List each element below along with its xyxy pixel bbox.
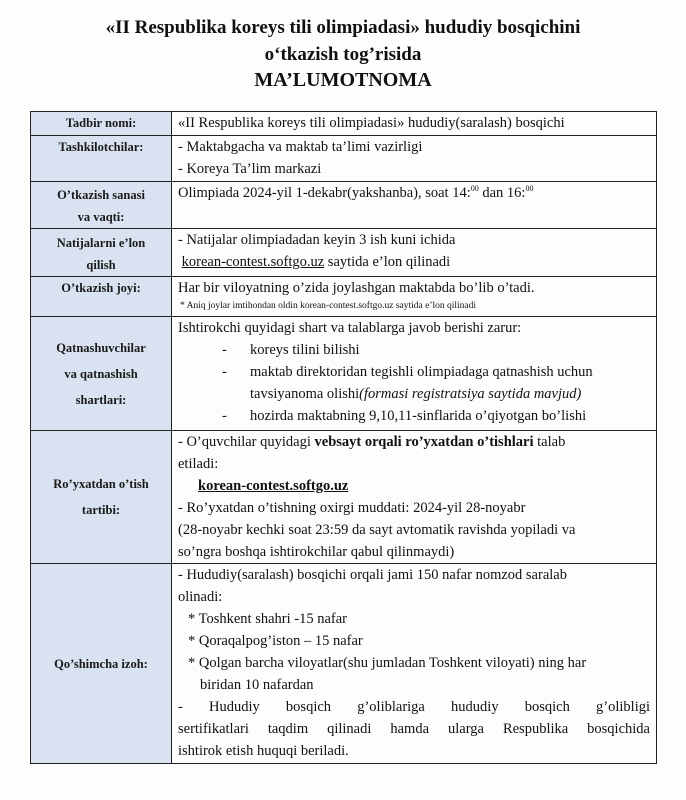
value-registration	[172, 431, 657, 564]
label-text: Ro’yxatdan o’tish	[53, 477, 149, 491]
notes-text: - Hududiy(saralash) bosqichi orqali jami 150 nafar nomzod saralab	[178, 567, 567, 583]
registration-website-link[interactable]: korean-contest.softgo.uz	[198, 478, 349, 494]
label-text: Qatnashuvchilar	[56, 340, 146, 355]
notes-text: - Hududiy bosqich g’oliblariga hududiy bosqich g’olibligi	[178, 699, 650, 715]
value-additional-notes	[172, 564, 657, 764]
label-organizers	[31, 136, 172, 182]
value-event-name: «II Respublika koreys tili olimpiadasi» hududiy(saralash) bosqichi	[172, 112, 657, 136]
notes-text: olinadi:	[178, 589, 223, 605]
table-row-results	[31, 229, 657, 277]
results-text: saytida e’lon qilinadi	[324, 254, 451, 270]
registration-text-bold: vebsayt orqali ro’yxatdan o’tishlari	[314, 434, 534, 450]
label-venue	[31, 277, 172, 317]
registration-text: etiladi:	[178, 456, 219, 472]
label-text: Tadbir nomi:	[65, 116, 137, 130]
registration-text-part: - O’quvchilar quyidagi	[178, 434, 315, 450]
venue-text: Har bir viloyatning o’zida joylashgan maktabda bo’lib o’tadi.	[178, 280, 535, 296]
list-dash: -	[222, 342, 227, 358]
registration-note: so’ngra boshqa ishtirokchilar qabul qilinmaydi)	[178, 544, 455, 560]
results-link-line	[178, 251, 650, 273]
value-participants	[172, 317, 657, 431]
list-dash: -	[222, 408, 227, 424]
date-text: dan 16:	[478, 185, 526, 201]
label-text: Natijalarni e’lon	[56, 236, 146, 250]
label-text: O’tkazish joyi:	[61, 281, 141, 295]
list-dash: -	[222, 364, 227, 380]
quota-item-continuation: biridan 10 nafardan	[200, 677, 314, 693]
document-title-line-2: o‘tkazish tog’risida	[264, 44, 422, 65]
label-text: Tashkilotchilar:	[58, 140, 144, 154]
registration-note: (28-noyabr kechki soat 23:59 da sayt avtomatik ravishda yopiladi va	[178, 522, 576, 538]
table-row-registration	[31, 431, 657, 564]
table-row-date	[31, 182, 657, 229]
results-text: - Natijalar olimpiadadan keyin 3 ish kuni ichida	[178, 232, 456, 248]
list-item-note: (formasi registratsiya saytida mavjud)	[359, 386, 582, 402]
participants-intro: Ishtirokchi quyidagi shart va talablarga javob berishi zarur:	[178, 320, 522, 336]
value-date	[172, 182, 657, 229]
label-date	[31, 182, 172, 229]
document-title-line-1: «II Respublika koreys tili olimpiadasi» hududiy bosqichini	[105, 17, 581, 38]
list-item-text-part: tavsiyanoma olishi	[250, 386, 360, 402]
label-participants	[31, 317, 172, 431]
info-table	[30, 111, 657, 764]
label-text: qilish	[86, 258, 116, 272]
list-item-text: hozirda maktabning 9,10,11-sinflarida o’qiyotgan bo’lishi	[250, 408, 587, 424]
value-results	[172, 229, 657, 277]
registration-text	[178, 431, 650, 453]
date-text: Olimpiada 2024-yil 1-dekabr(yakshanba), soat 14:	[178, 185, 471, 201]
label-text: tartibi:	[81, 503, 121, 517]
list-item	[178, 339, 650, 361]
value-venue	[172, 277, 657, 317]
quota-item: * Qolgan barcha viloyatlar(shu jumladan Toshkent viloyati) ning har	[188, 655, 587, 671]
time-superscript: 00	[525, 184, 534, 194]
label-event-name	[31, 112, 172, 136]
label-text: va vaqti:	[77, 210, 125, 224]
notes-text: sertifikatlari taqdim qilinadi hamda ularga Respublika bosqichida	[178, 721, 650, 737]
label-additional-notes	[31, 564, 172, 764]
label-text: va qatnashish	[64, 366, 138, 381]
list-item-text	[222, 361, 650, 405]
document-title-main: MA’LUMOTNOMA	[254, 69, 432, 91]
quota-item: * Qoraqalpog’iston – 15 nafar	[188, 633, 363, 649]
organizer-item: - Maktabgacha va maktab ta’limi vazirligi	[178, 139, 423, 155]
label-results	[31, 229, 172, 277]
contest-website-link[interactable]: korean-contest.softgo.uz	[181, 254, 325, 270]
table-row-organizers	[31, 136, 657, 182]
notes-text: ishtirok etish huquqi beriladi.	[178, 743, 349, 759]
registration-link-line	[178, 475, 650, 497]
list-item	[178, 405, 650, 427]
registration-text-part: talab	[533, 434, 566, 450]
value-organizers	[172, 136, 657, 182]
table-row-additional-notes	[31, 564, 657, 764]
registration-deadline: - Ro’yxatdan o’tishning oxirgi muddati: 2024-yil 28-noyabr	[178, 500, 526, 516]
table-row-venue	[31, 277, 657, 317]
label-text: Qo’shimcha izoh:	[54, 656, 148, 671]
organizer-item: - Koreya Ta’lim markazi	[178, 161, 322, 177]
label-text: shartlari:	[75, 392, 127, 407]
label-text: O’tkazish sanasi	[57, 188, 145, 202]
list-item-text-part: maktab direktoridan tegishli olimpiadaga qatnashish uchun	[250, 364, 593, 380]
table-row-participants	[31, 317, 657, 431]
list-item	[178, 361, 650, 405]
label-registration	[31, 431, 172, 564]
venue-note: * Aniq joylar imtihondan oldin korean-contest.softgo.uz saytida e’lon qilinadi	[180, 301, 477, 311]
quota-item: * Toshkent shahri -15 nafar	[188, 611, 347, 627]
table-row-event-name	[31, 112, 657, 136]
time-superscript: 00	[470, 184, 479, 194]
list-item-text: koreys tilini bilishi	[250, 342, 360, 358]
